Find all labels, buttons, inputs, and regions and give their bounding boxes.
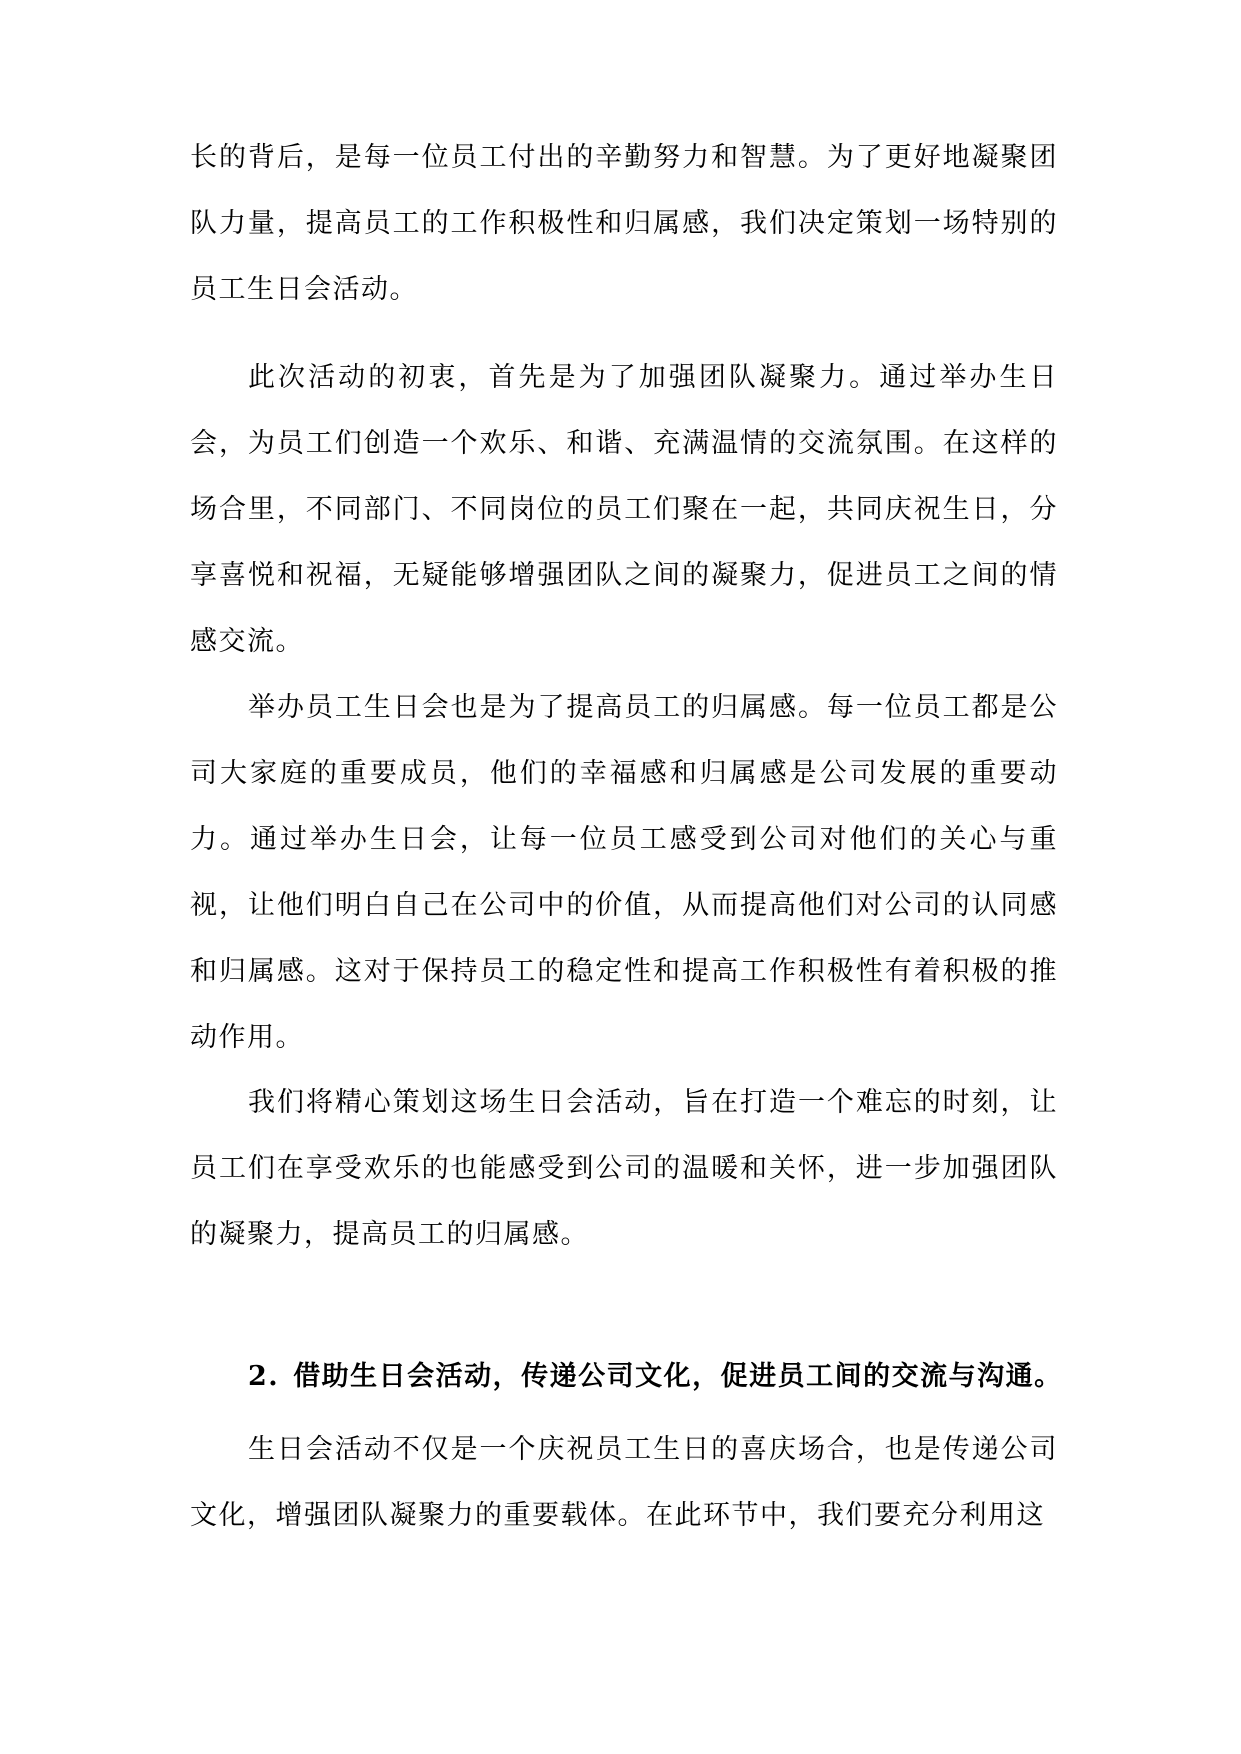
body-text-purpose — [190, 345, 1058, 675]
section-title: 借助生日会活动，传递公司文化，促进员工间的交流与沟通。 — [293, 1361, 1063, 1392]
section-heading-block — [190, 1344, 1063, 1410]
paragraph-belonging: 举办员工生日会也是为了提高员工的归属感。每一位员工都是公司大家庭的重要成员，他们的幸福感和归属感是公司发展的重要动力。通过举办生日会，让每一位员工感受到公司对他们的关心与重视，让他们明白自己在公司中的价值，从而提高他们对公司的认同感和归属感。这对于保持员工的稳定性和提高工作积极性有着积极的推动作用。 — [190, 692, 1058, 1053]
body-text-belonging — [190, 675, 1058, 1071]
paragraph-plan: 我们将精心策划这场生日会活动，旨在打造一个难忘的时刻，让员工们在享受欢乐的也能感受到公司的温暖和关怀，进一步加强团队的凝聚力，提高员工的归属感。 — [190, 1087, 1058, 1250]
section-heading — [190, 1344, 1063, 1410]
paragraph-culture: 生日会活动不仅是一个庆祝员工生日的喜庆场合，也是传递公司文化，增强团队凝聚力的重要载体。在此环节中，我们要充分利用这 — [190, 1434, 1058, 1531]
body-text-top — [190, 125, 1058, 323]
body-text-plan — [190, 1070, 1058, 1268]
paragraph-cohesion: 此次活动的初衷，首先是为了加强团队凝聚力。通过举办生日会，为员工们创造一个欢乐、和谐、充满温情的交流氛围。在这样的场合里，不同部门、不同岗位的员工们聚在一起，共同庆祝生日，分享喜悦和祝福，无疑能够增强团队之间的凝聚力，促进员工之间的情感交流。 — [190, 362, 1058, 657]
body-text-section — [190, 1417, 1058, 1549]
section-number: 2. — [248, 1361, 280, 1392]
paragraph-continued: 长的背后，是每一位员工付出的辛勤努力和智慧。为了更好地凝聚团队力量，提高员工的工作积极性和归属感，我们决定策划一场特别的员工生日会活动。 — [190, 142, 1058, 305]
